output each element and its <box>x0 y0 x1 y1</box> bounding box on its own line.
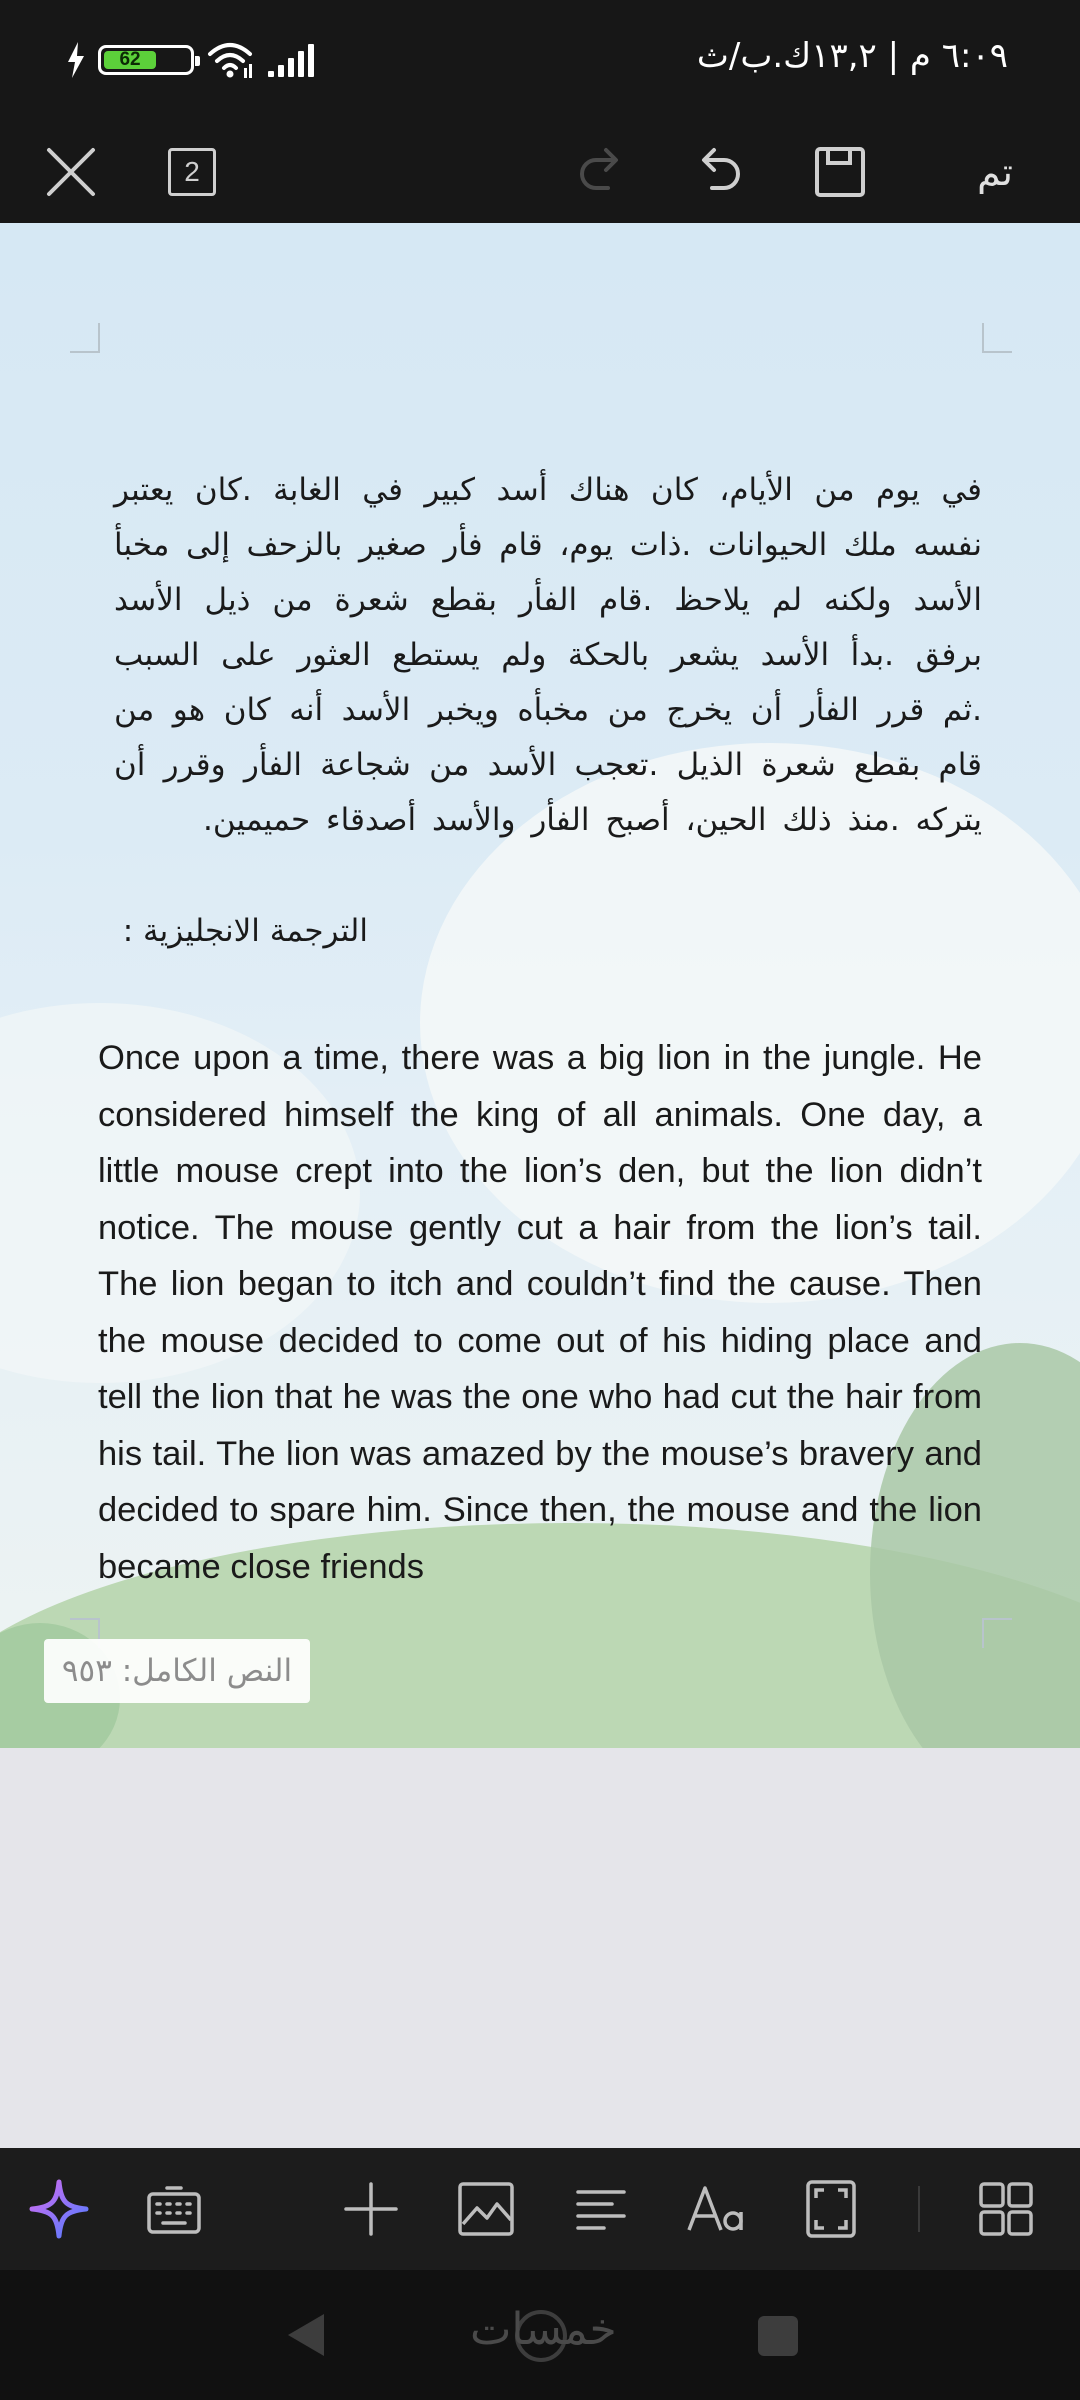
close-button[interactable] <box>36 120 106 223</box>
status-icons <box>66 38 318 82</box>
done-button[interactable]: تم <box>977 149 1013 194</box>
layout-icon <box>975 2178 1037 2240</box>
redo-button[interactable] <box>565 120 635 223</box>
save-button[interactable] <box>805 120 875 223</box>
save-icon <box>814 146 866 198</box>
undo-button[interactable] <box>685 120 755 223</box>
image-icon <box>455 2178 517 2240</box>
watermark-logo: خمسات <box>470 2304 617 2355</box>
insert-image-button[interactable] <box>455 2148 517 2270</box>
pages-button[interactable] <box>160 120 224 223</box>
ai-sparkle-icon <box>28 2178 90 2240</box>
crop-button[interactable] <box>800 2148 862 2270</box>
charging-icon <box>66 42 86 78</box>
back-icon[interactable] <box>284 2310 328 2360</box>
bottom-toolbar <box>0 2148 1080 2270</box>
document-canvas[interactable] <box>0 223 1080 1748</box>
editor-toolbar <box>0 120 1080 223</box>
undo-icon <box>694 146 746 198</box>
battery-level: 62 <box>104 51 156 69</box>
ai-button[interactable] <box>28 2148 90 2270</box>
text-align-button[interactable] <box>570 2148 632 2270</box>
font-button[interactable] <box>685 2148 747 2270</box>
toolbar-divider <box>918 2186 920 2232</box>
status-time: ٦:٠٩ م | ١٣,٢ك.ب/ث <box>696 36 1008 76</box>
arabic-story-paragraph[interactable]: في يوم من الأيام، كان هناك أسد كبير في الغابة .كان يعتبر نفسه ملك الحيوانات .ذات يوم، قام فأر صغير بالزحف إلى مخبأ الأسد ولكنه لم يلاحظ .قام الفأر بقطع شعرة من ذيل الأسد برفق .بدأ الأسد يشعر بالحكة ولم يستطع العثور على السبب .ثم قرر الفأر أن يخرج من مخبأه ويخبر الأسد أنه كان هو من قام بقطع شعرة الذيل .تعجب الأسد من شجاعة الفأر وقرر أن يتركه .منذ ذلك الحين، أصبح الفأر والأسد أصدقاء حميمين. <box>114 472 982 838</box>
add-icon <box>340 2178 402 2240</box>
english-story-paragraph[interactable]: Once upon a time, there was a big lion in the jungle. He considered himself the king of all animals. One day, a little mouse crept into the lion’s den, but the lion didn’t notice. The mouse gently cut a hair from the lion’s tail. The lion began to itch and couldn’t find the cause. Then the mouse decided to come out of his hiding place and tell the lion that he was the one who had cut the hair from his tail. The lion was amazed by the mouse’s bravery and decided to spare him. Since then, the mouse and the lion became close friends <box>98 1039 982 1586</box>
close-icon <box>45 146 97 198</box>
add-button[interactable] <box>340 2148 402 2270</box>
pages-count: 2 <box>168 148 216 196</box>
redo-icon <box>574 146 626 198</box>
wifi-icon <box>206 40 254 80</box>
character-count-badge: النص الكامل: ٩٥٣ <box>44 1639 310 1703</box>
crop-icon <box>800 2178 862 2240</box>
recent-apps-button[interactable] <box>758 2316 798 2356</box>
align-icon <box>570 2178 632 2240</box>
page-corner-mark <box>70 323 100 353</box>
translation-heading[interactable]: الترجمة الانجليزية : <box>122 913 368 949</box>
status-bar <box>0 0 1080 120</box>
layout-button[interactable] <box>975 2148 1037 2270</box>
battery-icon <box>98 45 194 75</box>
font-icon <box>685 2178 747 2240</box>
page-corner-mark <box>982 1618 1012 1648</box>
keyboard-icon <box>143 2178 205 2240</box>
keyboard-button[interactable] <box>143 2148 205 2270</box>
system-nav-bar <box>0 2270 1080 2400</box>
page-corner-mark <box>982 323 1012 353</box>
signal-icon <box>266 41 318 79</box>
